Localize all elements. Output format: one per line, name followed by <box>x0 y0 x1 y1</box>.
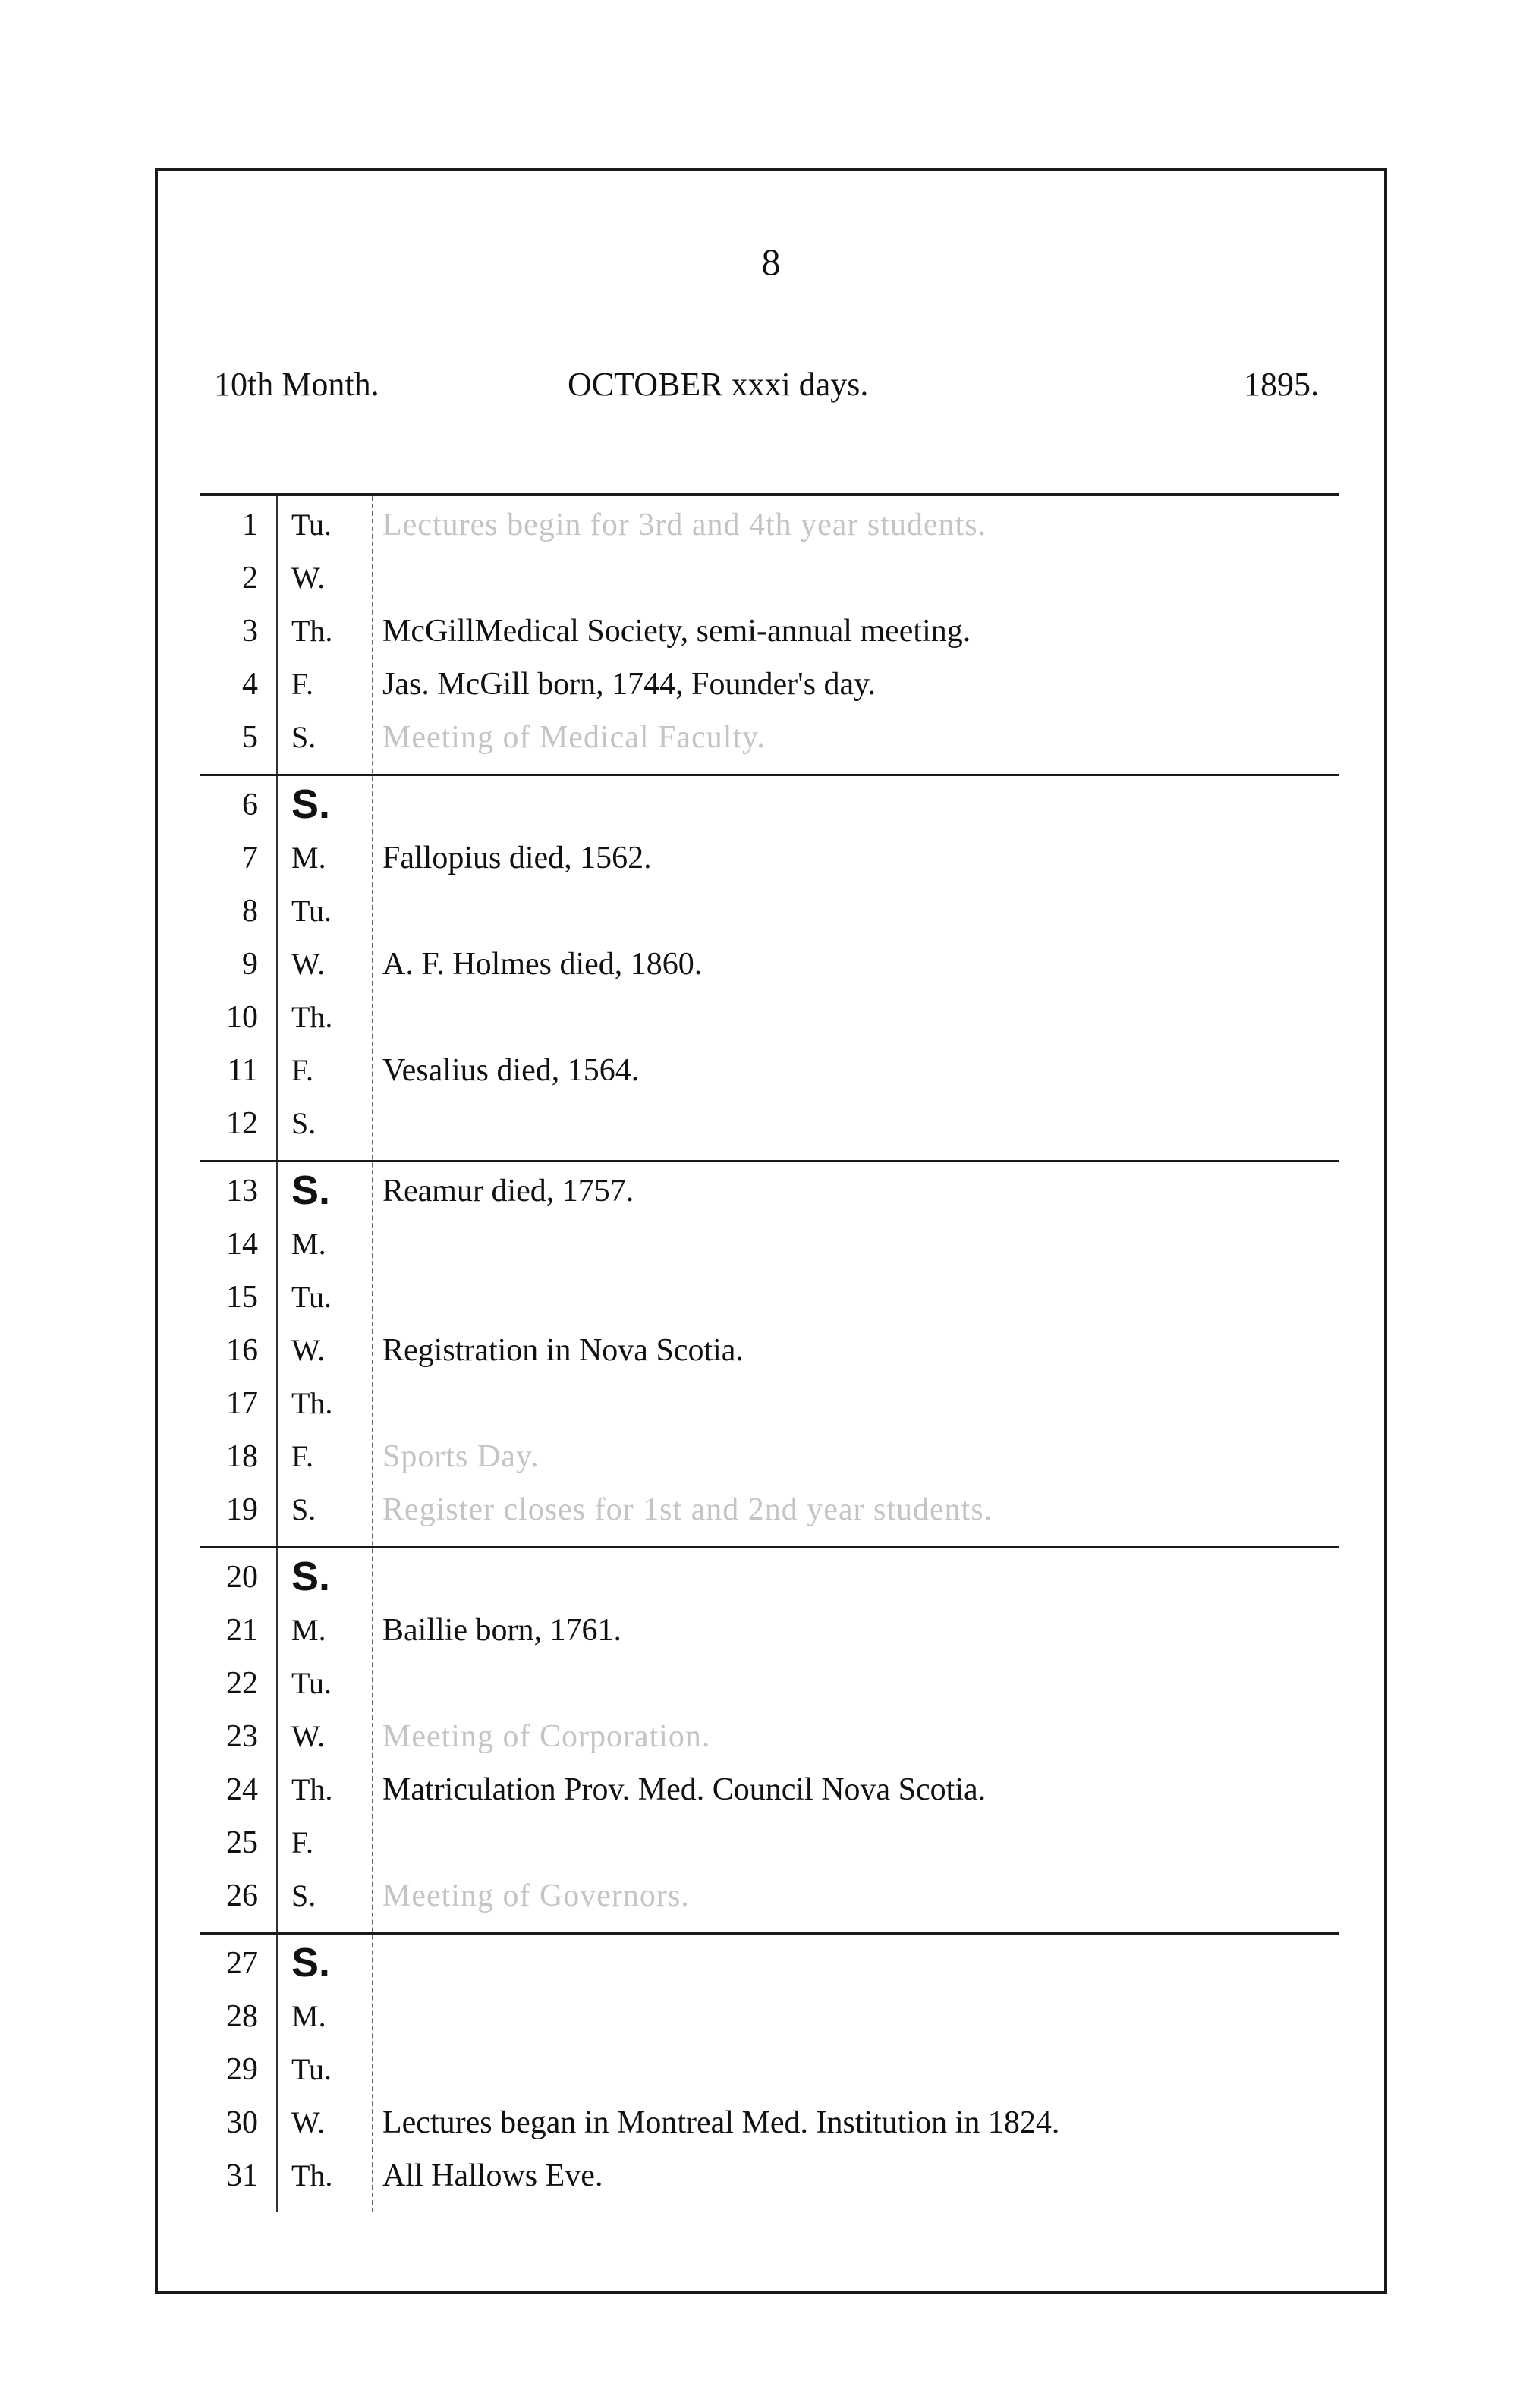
weekday-label: S. <box>291 1492 316 1526</box>
calendar-row <box>200 1991 1339 2044</box>
event-text: Jas. McGill born, 1744, Founder's day. <box>382 667 876 702</box>
day-number: 4 <box>242 667 258 702</box>
weekday-label: Tu. <box>291 1280 332 1314</box>
calendar-row <box>200 712 1339 765</box>
day-number: 26 <box>226 1878 258 1913</box>
weekday-label: S. <box>291 720 316 754</box>
event-text: McGillMedical Society, semi-annual meeting. <box>382 614 971 649</box>
day-number: 22 <box>226 1666 258 1701</box>
event-text: Reamur died, 1757. <box>382 1174 634 1209</box>
calendar-row <box>200 1325 1339 1378</box>
event-text: Matriculation Prov. Med. Council Nova Scotia. <box>382 1772 986 1807</box>
weekday-label: W. <box>291 1333 326 1367</box>
calendar-row <box>200 1045 1339 1098</box>
weekday-label: Tu. <box>291 2052 332 2086</box>
calendar-row <box>200 605 1339 659</box>
calendar-row <box>200 1764 1339 1817</box>
calendar-row <box>200 1431 1339 1484</box>
calendar-row <box>200 2150 1339 2203</box>
event-text: Lectures begin for 3rd and 4th year students. <box>382 508 987 542</box>
day-number: 10 <box>226 1000 258 1035</box>
day-number: 17 <box>226 1386 258 1421</box>
week-group <box>200 496 1339 776</box>
weekday-label: Th. <box>291 614 333 648</box>
sunday-label: S. <box>291 781 331 827</box>
month-title: OCTOBER xxxi days. <box>568 366 869 403</box>
weekday-label: Tu. <box>291 508 332 542</box>
day-number: 11 <box>227 1053 258 1088</box>
event-text: All Hallows Eve. <box>382 2158 603 2193</box>
calendar-row <box>200 1711 1339 1764</box>
day-number: 29 <box>226 2052 258 2087</box>
day-number: 15 <box>226 1280 258 1315</box>
weekday-label: Tu. <box>291 894 332 928</box>
day-number: 28 <box>226 1999 258 2034</box>
weekday-label: W. <box>291 2105 326 2139</box>
weekday-label: F. <box>291 667 314 701</box>
day-number: 6 <box>242 787 258 822</box>
event-text: Sports Day. <box>382 1439 540 1474</box>
event-text: Registration in Nova Scotia. <box>382 1333 744 1368</box>
page-frame <box>155 168 1387 2294</box>
sunday-label: S. <box>291 1940 331 1985</box>
weekday-label: Th. <box>291 1386 333 1420</box>
calendar-row <box>200 499 1339 552</box>
sunday-label: S. <box>291 1168 331 1213</box>
calendar-row <box>200 1817 1339 1870</box>
calendar-row <box>200 1938 1339 1991</box>
calendar-row <box>200 1165 1339 1218</box>
day-number: 31 <box>226 2158 258 2193</box>
calendar-row <box>200 2097 1339 2150</box>
day-number: 23 <box>226 1719 258 1754</box>
event-text: Lectures began in Montreal Med. Institution in 1824. <box>382 2105 1060 2140</box>
weekday-label: M. <box>291 1227 326 1261</box>
calendar-row <box>200 1378 1339 1431</box>
day-number: 2 <box>242 561 258 596</box>
day-number: 16 <box>226 1333 258 1368</box>
day-number: 5 <box>242 720 258 755</box>
calendar-row <box>200 938 1339 992</box>
day-number: 3 <box>242 614 258 649</box>
calendar-row <box>200 1658 1339 1711</box>
calendar-row <box>200 779 1339 832</box>
weekday-label: Th. <box>291 2158 333 2193</box>
calendar-row <box>200 1218 1339 1272</box>
page-number: 8 <box>761 240 781 283</box>
day-number: 14 <box>226 1227 258 1262</box>
day-number: 20 <box>226 1560 258 1595</box>
calendar-row <box>200 1870 1339 1923</box>
day-number: 19 <box>226 1492 258 1527</box>
weekday-label: Tu. <box>291 1666 332 1700</box>
year: 1895. <box>1244 366 1319 403</box>
day-number: 21 <box>226 1613 258 1648</box>
weekday-label: Th. <box>291 1772 333 1806</box>
day-number: 12 <box>226 1106 258 1141</box>
sunday-label: S. <box>291 1554 331 1599</box>
weekday-label: M. <box>291 1999 326 2033</box>
calendar-table <box>200 493 1339 2212</box>
weekday-label: W. <box>291 947 326 981</box>
calendar-row <box>200 552 1339 605</box>
weekday-label: M. <box>291 1613 326 1647</box>
day-number: 25 <box>226 1825 258 1860</box>
calendar-row <box>200 1272 1339 1325</box>
day-number: 30 <box>226 2105 258 2140</box>
event-text: A. F. Holmes died, 1860. <box>382 947 703 982</box>
calendar-row <box>200 1098 1339 1151</box>
week-group <box>200 1935 1339 2212</box>
day-number: 1 <box>242 508 258 542</box>
calendar-row <box>200 1605 1339 1658</box>
calendar-row <box>200 659 1339 712</box>
week-group <box>200 1162 1339 1548</box>
weekday-label: F. <box>291 1053 314 1087</box>
event-text: Baillie born, 1761. <box>382 1613 621 1648</box>
weekday-label: F. <box>291 1825 314 1859</box>
calendar-row <box>200 885 1339 938</box>
event-text: Vesalius died, 1564. <box>382 1053 640 1088</box>
weekday-label: S. <box>291 1878 316 1913</box>
day-number: 24 <box>226 1772 258 1807</box>
event-text: Meeting of Corporation. <box>382 1719 711 1754</box>
week-group <box>200 1548 1339 1935</box>
calendar-row <box>200 1551 1339 1605</box>
calendar-row <box>200 832 1339 885</box>
weekday-label: W. <box>291 561 326 595</box>
calendar-row <box>200 1484 1339 1537</box>
event-text: Meeting of Medical Faculty. <box>382 720 766 755</box>
month-label: 10th Month. <box>214 366 379 403</box>
event-text: Fallopius died, 1562. <box>382 841 652 875</box>
week-group <box>200 776 1339 1162</box>
day-number: 18 <box>226 1439 258 1474</box>
weekday-label: Th. <box>291 1000 333 1034</box>
day-number: 27 <box>226 1946 258 1981</box>
weekday-label: S. <box>291 1106 316 1140</box>
calendar-row <box>200 2044 1339 2097</box>
weekday-label: W. <box>291 1719 326 1753</box>
day-number: 7 <box>242 841 258 875</box>
weekday-label: M. <box>291 841 326 875</box>
calendar-row <box>200 992 1339 1045</box>
event-text: Register closes for 1st and 2nd year students. <box>382 1492 993 1527</box>
day-number: 9 <box>242 947 258 982</box>
day-number: 13 <box>226 1174 258 1209</box>
weekday-label: F. <box>291 1439 314 1473</box>
day-number: 8 <box>242 894 258 929</box>
event-text: Meeting of Governors. <box>382 1878 690 1913</box>
calendar-header <box>158 365 1384 410</box>
